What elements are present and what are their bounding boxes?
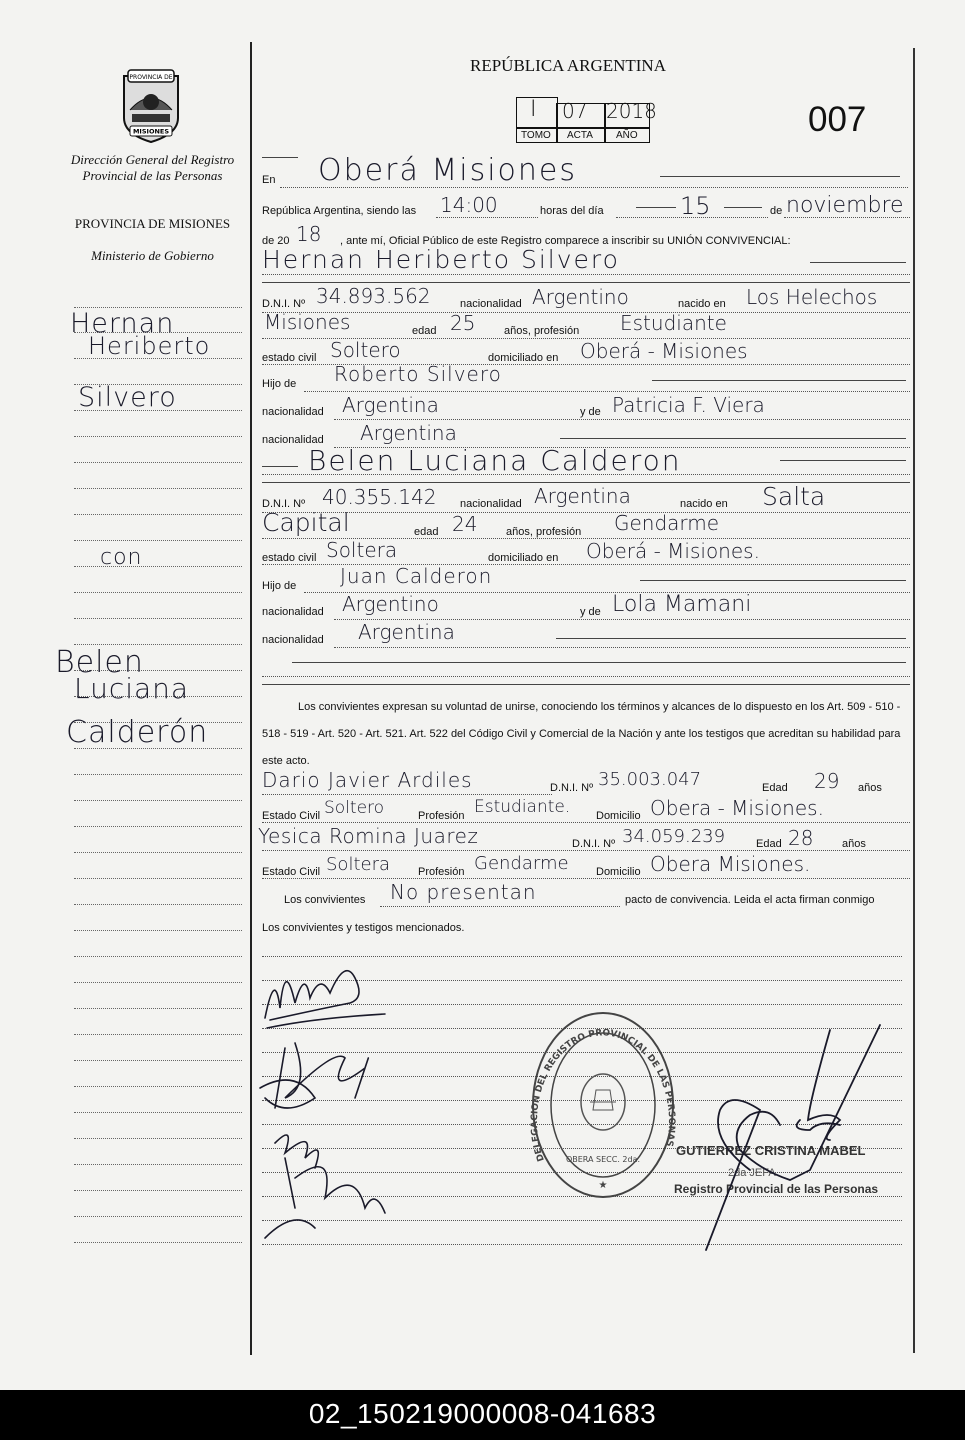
p2-dom-value: Oberá - Misiones. (586, 539, 760, 563)
margin-name2-line1: Belen (55, 645, 144, 680)
w2-prof-label: Profesión (418, 866, 465, 878)
year-suffix-value: 18 (296, 222, 322, 246)
acta-label: ACTA (567, 130, 593, 141)
p2-edad-value: 24 (452, 512, 478, 536)
month-value: noviembre (786, 193, 904, 218)
p2-madre-value: Lola Mamani (612, 592, 752, 617)
official-name: GUTIERREZ CRISTINA MABEL (676, 1143, 866, 1158)
fill-line (380, 906, 620, 907)
person2-name: Belen Luciana Calderon (308, 444, 682, 477)
w2-estado-value: Soltera (326, 854, 391, 875)
anio-value: 2018 (606, 99, 657, 123)
witness-signatures (255, 948, 395, 1248)
p2-hijo-label: Hijo de (262, 580, 297, 592)
w1-edad-value: 29 (814, 769, 840, 793)
p1-nacido-value: Los Helechos (746, 285, 878, 309)
p1-nac-value: Argentino (532, 285, 629, 309)
rule (810, 262, 906, 263)
p2-nac-label: nacionalidad (460, 498, 522, 510)
margin-rule (74, 592, 242, 593)
official-office: Registro Provincial de las Personas (674, 1182, 879, 1196)
rule (292, 662, 906, 663)
fill-line (262, 822, 910, 823)
rule (556, 638, 906, 639)
w2-anios-label: años (842, 838, 866, 850)
place-value: Oberá Misiones (318, 153, 578, 188)
margin-rule (74, 1190, 242, 1191)
comparece-label: , ante mí, Oficial Público de este Registro comparece a inscribir su UNIÓN CONVIVENCIAL: (340, 235, 791, 247)
province-name: PROVINCIA DE MISIONES (74, 216, 231, 231)
fill-line (334, 419, 910, 420)
tomo-value: I (530, 97, 537, 122)
year-prefix-label: de 20 (262, 235, 290, 247)
p1-dni-value: 34.893.562 (316, 284, 431, 308)
margin-rule (74, 618, 242, 619)
acta-value: 07 (562, 99, 588, 123)
seal-ring-text: DELEGACION DEL REGISTRO PROVINCIAL DE LAS PERSONAS (530, 1028, 676, 1163)
margin-rule (74, 436, 242, 437)
p2-dni-value: 40.355.142 (322, 485, 437, 509)
document-id: 02_150219000008-041683 (308, 1398, 657, 1429)
margin-rule (74, 982, 242, 983)
seal-inner-text: OBERA SECC. 2da. (565, 1155, 641, 1164)
margin-connector: con (100, 545, 143, 570)
p2-yde-label: y de (580, 606, 601, 618)
rule (262, 684, 910, 685)
day-value: 15 (680, 192, 711, 220)
p2-estado-label: estado civil (262, 552, 317, 564)
pacto-value: No presentan (390, 880, 537, 904)
margin-rule (74, 1164, 242, 1165)
margin-name1-line3: Silvero (78, 382, 177, 413)
footer-bar (0, 1390, 965, 1440)
tomo-cell (516, 97, 558, 129)
p2-edad-label: edad (414, 526, 439, 538)
margin-rule (74, 1112, 242, 1113)
column-divider (250, 42, 252, 1355)
rule (560, 438, 906, 439)
margin-rule (74, 826, 242, 827)
registry-seal (530, 1010, 676, 1200)
rule (724, 207, 762, 208)
p1-madre-value: Patricia F. Viera (612, 393, 765, 417)
en-label: En (262, 174, 276, 186)
page-number: 007 (808, 100, 867, 139)
margin-name1-line1: Hernan (70, 308, 175, 339)
p1-prof-value: Estudiante (620, 311, 727, 335)
w1-estado-value: Soltero (324, 798, 385, 818)
rule (262, 282, 910, 283)
p2-prof-label: años, profesión (506, 526, 582, 538)
p2-padre-value: Juan Calderon (340, 564, 493, 588)
p1-yde-label: y de (580, 406, 601, 418)
p2-nacido-cont: Capital (262, 508, 350, 537)
right-margin-line (913, 48, 915, 1353)
rule (660, 176, 900, 177)
p1-dom-label: domiciliado en (488, 352, 559, 364)
w2-dom-value: Obera Misiones. (650, 852, 811, 876)
margin-name2-line3: Calderón (66, 715, 209, 750)
logo-bottom-text: MISIONES (132, 127, 170, 136)
rule (636, 207, 676, 208)
fill-line (262, 878, 910, 879)
margin-rule (74, 852, 242, 853)
fill-line (262, 312, 910, 313)
rule (652, 380, 906, 381)
margin-rule (74, 1034, 242, 1035)
rule (640, 580, 906, 581)
official-role: 2da JEFA (728, 1167, 776, 1179)
p1-prof-label: años, profesión (504, 325, 580, 337)
p2-prof-value: Gendarme (614, 511, 720, 535)
p1-padre-value: Roberto Silvero (334, 362, 502, 386)
fill-line (304, 391, 910, 392)
w1-edad-label: Edad (762, 782, 788, 794)
w2-prof-value: Gendarme (474, 853, 569, 874)
margin-rule (74, 878, 242, 879)
margin-rule (74, 1008, 242, 1009)
p1-nac-label: nacionalidad (460, 298, 522, 310)
w1-dom-value: Obera - Misiones. (650, 796, 824, 820)
rule (780, 460, 906, 461)
province-coat-of-arms-icon (118, 66, 184, 144)
p2-nacido-label: nacido en (680, 498, 728, 510)
w1-dni-label: D.N.I. Nº (550, 782, 594, 794)
w2-edad-label: Edad (756, 838, 782, 850)
p1-hijo-label: Hijo de (262, 378, 297, 390)
margin-rule (74, 1138, 242, 1139)
p1-madre-nac-label: nacionalidad (262, 434, 324, 446)
fill-line (334, 647, 910, 648)
p2-estado-value: Soltera (326, 538, 398, 562)
margin-rule (74, 1086, 242, 1087)
p2-nacido-value: Salta (762, 482, 826, 511)
w1-prof-value: Estudiante. (474, 797, 571, 817)
margin-name2-line2: Luciana (74, 672, 190, 705)
p1-madre-nac-value: Argentina (360, 421, 457, 445)
p1-dni-label: D.N.I. Nº (262, 298, 306, 310)
fill-line (262, 794, 552, 795)
w2-dom-label: Domicilio (596, 866, 641, 878)
p1-edad-label: edad (412, 325, 437, 337)
p1-estado-label: estado civil (262, 352, 317, 364)
w1-dom-label: Domicilio (596, 810, 641, 822)
p2-padre-nac-value: Argentino (342, 592, 439, 616)
w1-dni-value: 35.003.047 (598, 769, 702, 790)
margin-rule (74, 1242, 242, 1243)
fill-line (262, 474, 910, 475)
p1-nacido-cont: Misiones (264, 310, 351, 334)
p2-nac-value: Argentina (534, 484, 631, 508)
p1-padre-nac-value: Argentina (342, 393, 439, 417)
p1-dom-value: Oberá - Misiones (580, 339, 748, 363)
margin-rule (74, 462, 242, 463)
person1-name: Hernan Heriberto Silvero (262, 245, 620, 274)
w2-estado-label: Estado Civil (262, 866, 321, 878)
fill-line (436, 217, 538, 218)
margin-rule (74, 1060, 242, 1061)
margin-name1-line2: Heriberto (88, 332, 211, 360)
tomo-label: TOMO (521, 130, 551, 141)
w2-dni-value: 34.059.239 (622, 826, 726, 847)
left-margin-column (0, 0, 250, 1390)
logo-top-text: PROVINCIA DE (129, 74, 173, 81)
de-label: de (770, 205, 783, 217)
p2-dom-label: domiciliado en (488, 552, 559, 564)
margin-rule (74, 956, 242, 957)
margin-rule (74, 930, 242, 931)
country-heading: REPÚBLICA ARGENTINA (470, 56, 666, 75)
anio-label: AÑO (616, 130, 638, 141)
margin-rule (74, 514, 242, 515)
p2-dni-label: D.N.I. Nº (262, 498, 306, 510)
pacto-label: pacto de convivencia. Leida el acta firman conmigo (625, 894, 875, 906)
w2-name: Yesica Romina Juarez (258, 824, 479, 848)
margin-rule (74, 800, 242, 801)
p2-padre-nac-label: nacionalidad (262, 606, 324, 618)
svg-text:★: ★ (598, 1180, 608, 1191)
hours-label: horas del día (540, 205, 604, 217)
book-reference-box (512, 97, 657, 142)
margin-rule (74, 540, 242, 541)
w1-estado-label: Estado Civil (262, 810, 321, 822)
rule (262, 466, 298, 467)
p2-madre-nac-label: nacionalidad (262, 634, 324, 646)
w1-anios-label: años (858, 782, 882, 794)
w1-name: Dario Javier Ardiles (262, 768, 473, 792)
p2-madre-nac-value: Argentina (358, 620, 455, 644)
p1-estado-value: Soltero (330, 338, 401, 362)
margin-rule (74, 488, 242, 489)
fill-line (262, 274, 910, 275)
ministry-name: Ministerio de Gobierno (91, 248, 214, 263)
convivientes-label: Los convivientes (284, 894, 366, 906)
rule (262, 157, 298, 158)
margin-rule (74, 1216, 242, 1217)
agency-name: Dirección General del Registro Provincial de las Personas (70, 152, 235, 183)
intro-label: República Argentina, siendo las (262, 205, 417, 217)
p1-padre-nac-label: nacionalidad (262, 406, 324, 418)
w1-prof-label: Profesión (418, 810, 465, 822)
fill-line (262, 676, 910, 677)
closing-line2: Los convivientes y testigos mencionados. (262, 922, 465, 934)
hour-value: 14:00 (440, 193, 498, 217)
official-signature (690, 1020, 890, 1255)
p1-edad-value: 25 (450, 311, 476, 335)
margin-rule (74, 774, 242, 775)
fill-line (262, 512, 910, 513)
w2-dni-label: D.N.I. Nº (572, 838, 616, 850)
margin-rule (74, 904, 242, 905)
p1-nacido-label: nacido en (678, 298, 726, 310)
statement-paragraph: Los convivientes expresan su voluntad de unirse, conociendo los términos y alcances de lo dispuesto en los Art. 509 - 510 - 518 - 519 - Art. 520 - Art. 521. Art. 522 del Código Civil y Comercial de la Nación y ante los testigos que acreditan su habilidad para este acto. (262, 701, 901, 767)
w2-edad-value: 28 (788, 826, 814, 850)
fill-line (262, 850, 910, 851)
